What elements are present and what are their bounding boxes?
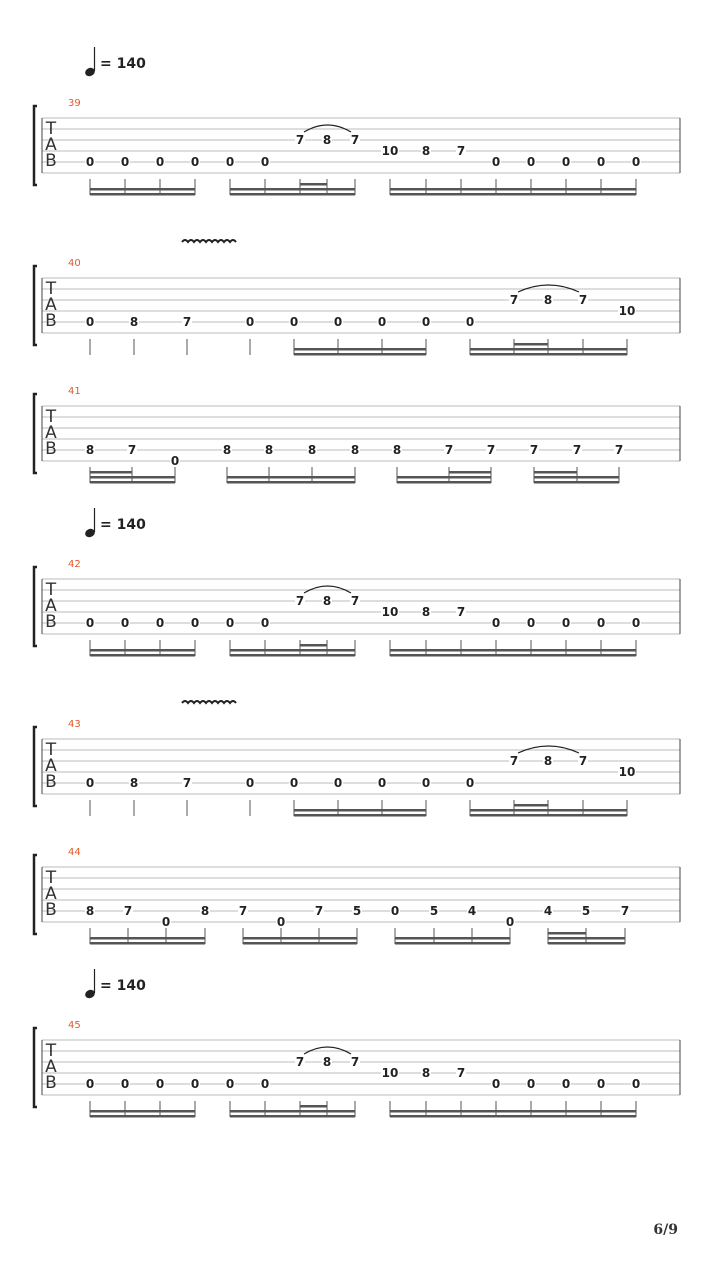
fret-number: 7 — [350, 133, 360, 147]
fret-number: 8 — [129, 776, 139, 790]
fret-number: 0 — [155, 1077, 165, 1091]
beam — [90, 649, 195, 652]
beam — [230, 649, 355, 652]
measure-39 — [34, 47, 680, 196]
beam — [227, 476, 355, 479]
fret-number: 0 — [170, 454, 180, 468]
fret-number: 0 — [631, 1077, 641, 1091]
fret-number: 0 — [85, 155, 95, 169]
page-number: 6/9 — [653, 1222, 678, 1238]
fret-number: 0 — [631, 155, 641, 169]
fret-number: 7 — [614, 443, 624, 457]
fret-number: 8 — [322, 133, 332, 147]
sub-beam — [300, 1105, 327, 1108]
beam — [548, 937, 625, 940]
beam — [90, 193, 195, 196]
beam — [90, 937, 205, 940]
fret-number: 0 — [596, 616, 606, 630]
fret-number: 7 — [444, 443, 454, 457]
system-bracket — [34, 106, 37, 185]
fret-number: 0 — [245, 776, 255, 790]
fret-number: 0 — [120, 155, 130, 169]
beam — [230, 1110, 355, 1113]
fret-number: 7 — [127, 443, 137, 457]
fret-number: 0 — [120, 616, 130, 630]
fret-number: 0 — [526, 155, 536, 169]
fret-number: 0 — [421, 315, 431, 329]
fret-number: 8 — [350, 443, 360, 457]
fret-number: 0 — [526, 616, 536, 630]
measure-number: 45 — [68, 1020, 81, 1031]
fret-number: 0 — [505, 915, 515, 929]
beam — [470, 348, 627, 351]
measure-number: 39 — [68, 98, 81, 109]
beam — [243, 942, 357, 945]
fret-number: 8 — [421, 1066, 431, 1080]
system-bracket — [34, 567, 37, 646]
sub-beam — [514, 804, 548, 807]
beam — [90, 1110, 195, 1113]
vibrato-mark — [182, 701, 236, 703]
tab-clef-letter-b: B — [45, 1073, 57, 1093]
fret-number: 4 — [543, 904, 553, 918]
measure-42 — [34, 508, 680, 657]
fret-number: 7 — [123, 904, 133, 918]
beam — [470, 814, 627, 817]
tab-clef-letter-a: A — [45, 756, 57, 776]
beam — [90, 476, 175, 479]
beam — [531, 654, 636, 657]
fret-number: 0 — [289, 776, 299, 790]
fret-number: 0 — [377, 776, 387, 790]
fret-number: 0 — [465, 315, 475, 329]
tab-clef-letter-t: T — [45, 119, 57, 139]
measure-45 — [34, 969, 680, 1118]
beam — [531, 649, 636, 652]
beam — [531, 188, 636, 191]
vibrato-mark — [182, 240, 236, 242]
fret-number: 0 — [225, 1077, 235, 1091]
tab-clef-letter-a: A — [45, 596, 57, 616]
beam — [397, 476, 491, 479]
fret-number: 8 — [322, 594, 332, 608]
fret-number: 0 — [421, 776, 431, 790]
beam — [390, 1115, 531, 1118]
tab-clef-letter-t: T — [45, 407, 57, 427]
measure-number: 41 — [68, 386, 81, 397]
fret-number: 7 — [572, 443, 582, 457]
fret-number: 0 — [260, 1077, 270, 1091]
fret-number: 0 — [85, 315, 95, 329]
fret-number: 0 — [377, 315, 387, 329]
sub-beam — [534, 471, 577, 474]
fret-number: 7 — [350, 1055, 360, 1069]
beam — [531, 1110, 636, 1113]
sub-beam — [300, 644, 327, 647]
beam — [470, 809, 627, 812]
fret-number: 5 — [429, 904, 439, 918]
fret-number: 0 — [276, 915, 286, 929]
beam — [230, 1115, 355, 1118]
fret-number: 0 — [161, 915, 171, 929]
system-bracket — [34, 1028, 37, 1107]
fret-number: 0 — [390, 904, 400, 918]
fret-number: 7 — [509, 293, 519, 307]
fret-number: 8 — [392, 443, 402, 457]
fret-number: 5 — [352, 904, 362, 918]
tab-clef-letter-b: B — [45, 612, 57, 632]
tempo-marking: = 140 — [100, 978, 146, 994]
beam — [390, 649, 531, 652]
system-bracket — [34, 394, 37, 473]
fret-number: 0 — [561, 155, 571, 169]
beam — [230, 188, 355, 191]
beam — [227, 481, 355, 484]
fret-number: 7 — [578, 754, 588, 768]
sub-beam — [514, 343, 548, 346]
fret-number: 0 — [190, 155, 200, 169]
tempo-marking: = 140 — [100, 517, 146, 533]
beam — [294, 353, 426, 356]
fret-number: 7 — [314, 904, 324, 918]
fret-number: 0 — [561, 1077, 571, 1091]
fret-number: 8 — [307, 443, 317, 457]
system-bracket — [34, 855, 37, 934]
beam — [531, 193, 636, 196]
fret-number: 0 — [120, 1077, 130, 1091]
fret-number: 0 — [190, 1077, 200, 1091]
tab-clef-letter-b: B — [45, 311, 57, 331]
fret-number: 0 — [85, 1077, 95, 1091]
fret-number: 10 — [381, 1066, 399, 1080]
fret-number: 0 — [596, 155, 606, 169]
beam — [397, 481, 491, 484]
beam — [230, 654, 355, 657]
beam — [390, 654, 531, 657]
fret-number: 8 — [322, 1055, 332, 1069]
fret-number: 10 — [618, 765, 636, 779]
fret-number: 7 — [578, 293, 588, 307]
fret-number: 7 — [486, 443, 496, 457]
beam — [90, 188, 195, 191]
fret-number: 10 — [381, 144, 399, 158]
fret-number: 0 — [491, 616, 501, 630]
measure-number: 42 — [68, 559, 81, 570]
tab-clef-letter-a: A — [45, 295, 57, 315]
sub-beam — [449, 471, 491, 474]
measure-number: 44 — [68, 847, 81, 858]
beam — [395, 942, 510, 945]
tab-clef-letter-a: A — [45, 1057, 57, 1077]
fret-number: 0 — [155, 155, 165, 169]
fret-number: 0 — [333, 315, 343, 329]
fret-number: 7 — [295, 594, 305, 608]
fret-number: 0 — [491, 155, 501, 169]
tab-clef-letter-b: B — [45, 900, 57, 920]
beam — [90, 654, 195, 657]
beam — [390, 188, 531, 191]
tab-clef-letter-t: T — [45, 740, 57, 760]
fret-number: 8 — [421, 144, 431, 158]
fret-number: 0 — [526, 1077, 536, 1091]
beam — [390, 193, 531, 196]
measure-40 — [34, 240, 680, 356]
fret-number: 5 — [581, 904, 591, 918]
fret-number: 0 — [561, 616, 571, 630]
fret-number: 8 — [85, 904, 95, 918]
system-bracket — [34, 727, 37, 806]
beam — [90, 481, 175, 484]
fret-number: 0 — [631, 616, 641, 630]
beam — [534, 481, 619, 484]
fret-number: 0 — [596, 1077, 606, 1091]
fret-number: 7 — [238, 904, 248, 918]
fret-number: 0 — [85, 776, 95, 790]
fret-number: 8 — [129, 315, 139, 329]
beam — [230, 193, 355, 196]
tab-clef-letter-a: A — [45, 884, 57, 904]
fret-number: 0 — [289, 315, 299, 329]
fret-number: 7 — [456, 144, 466, 158]
fret-number: 8 — [222, 443, 232, 457]
beam — [395, 937, 510, 940]
fret-number: 0 — [333, 776, 343, 790]
system-bracket — [34, 266, 37, 345]
tab-clef-letter-t: T — [45, 279, 57, 299]
fret-number: 10 — [618, 304, 636, 318]
fret-number: 0 — [225, 616, 235, 630]
fret-number: 7 — [529, 443, 539, 457]
fret-number: 0 — [260, 155, 270, 169]
beam — [548, 942, 625, 945]
fret-number: 0 — [245, 315, 255, 329]
beam — [294, 814, 426, 817]
tab-clef-letter-b: B — [45, 772, 57, 792]
tempo-marking: = 140 — [100, 56, 146, 72]
fret-number: 0 — [465, 776, 475, 790]
measure-41 — [34, 386, 680, 484]
tab-clef-letter-b: B — [45, 151, 57, 171]
fret-number: 8 — [85, 443, 95, 457]
fret-number: 4 — [467, 904, 477, 918]
tab-clef-letter-b: B — [45, 439, 57, 459]
fret-number: 10 — [381, 605, 399, 619]
beam — [390, 1110, 531, 1113]
fret-number: 7 — [295, 1055, 305, 1069]
tab-clef-letter-t: T — [45, 868, 57, 888]
fret-number: 8 — [543, 754, 553, 768]
fret-number: 7 — [456, 605, 466, 619]
beam — [470, 353, 627, 356]
beam — [243, 937, 357, 940]
fret-number: 0 — [155, 616, 165, 630]
fret-number: 0 — [85, 616, 95, 630]
fret-number: 8 — [421, 605, 431, 619]
measure-44 — [34, 847, 680, 945]
fret-number: 7 — [182, 776, 192, 790]
fret-number: 0 — [190, 616, 200, 630]
fret-number: 7 — [182, 315, 192, 329]
tab-clef-letter-t: T — [45, 580, 57, 600]
measure-number: 40 — [68, 258, 81, 269]
measure-43 — [34, 701, 680, 817]
fret-number: 8 — [264, 443, 274, 457]
tab-clef-letter-a: A — [45, 423, 57, 443]
fret-number: 7 — [509, 754, 519, 768]
beam — [294, 348, 426, 351]
tab-clef-letter-t: T — [45, 1041, 57, 1061]
fret-number: 7 — [456, 1066, 466, 1080]
fret-number: 7 — [620, 904, 630, 918]
beam — [90, 942, 205, 945]
fret-number: 7 — [350, 594, 360, 608]
fret-number: 7 — [295, 133, 305, 147]
beam — [294, 809, 426, 812]
sub-beam — [90, 471, 132, 474]
beam — [531, 1115, 636, 1118]
fret-number: 0 — [491, 1077, 501, 1091]
beam — [90, 1115, 195, 1118]
fret-number: 8 — [200, 904, 210, 918]
fret-number: 0 — [225, 155, 235, 169]
fret-number: 8 — [543, 293, 553, 307]
fret-number: 0 — [260, 616, 270, 630]
measure-number: 43 — [68, 719, 81, 730]
tab-clef-letter-a: A — [45, 135, 57, 155]
beam — [534, 476, 619, 479]
sub-beam — [548, 932, 586, 935]
sub-beam — [300, 183, 327, 186]
